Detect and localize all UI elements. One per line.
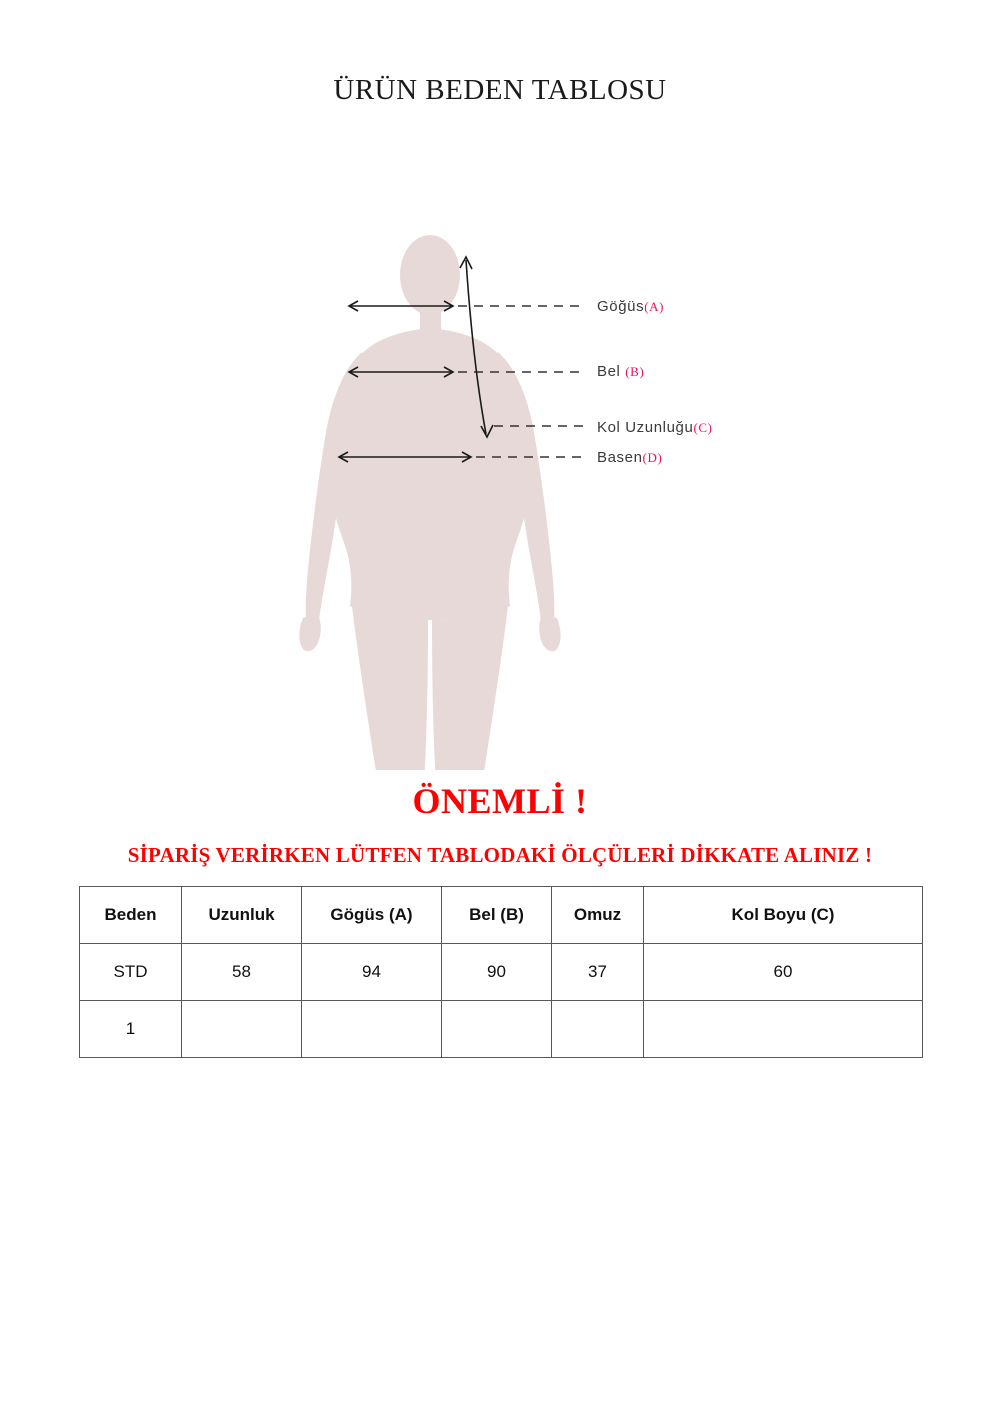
legend-code-hip: (D)	[642, 450, 663, 465]
legend-code-sleeve: (C)	[693, 420, 713, 435]
table-cell-gogus	[302, 1001, 442, 1058]
legend-item-hip	[597, 449, 662, 466]
table-cell-bel: 90	[442, 944, 552, 1001]
table-header-omuz: Omuz	[552, 887, 644, 944]
body-measurement-figure	[0, 120, 1000, 770]
body-silhouette-shape	[299, 235, 560, 770]
female-body-silhouette-diagram	[0, 120, 1000, 770]
table-header-beden: Beden	[80, 887, 182, 944]
legend-label-hip: Basen	[597, 449, 643, 466]
legend-code-chest: (A)	[644, 299, 665, 314]
legend-label-chest: Göğüs	[597, 298, 645, 315]
table-cell-uzunluk	[182, 1001, 302, 1058]
important-warning-text: SİPARİŞ VERİRKEN LÜTFEN TABLODAKİ ÖLÇÜLERİ DİKKATE ALINIZ !	[127, 843, 873, 867]
table-cell-omuz: 37	[552, 944, 644, 1001]
legend-item-sleeve	[597, 419, 713, 436]
table-header-kol-boyu: Kol Boyu (C)	[644, 887, 923, 944]
legend-item-waist	[597, 363, 644, 380]
legend-label-waist: Bel	[597, 363, 626, 380]
table-header-bel: Bel (B)	[442, 887, 552, 944]
table-cell-gogus: 94	[302, 944, 442, 1001]
table-cell-beden: STD	[80, 944, 182, 1001]
table-cell-kol-boyu: 60	[644, 944, 923, 1001]
table-row	[80, 944, 923, 1001]
table-cell-bel	[442, 1001, 552, 1058]
table-cell-omuz	[552, 1001, 644, 1058]
table-cell-beden: 1	[80, 1001, 182, 1058]
table-row	[80, 1001, 923, 1058]
table-header-uzunluk: Uzunluk	[182, 887, 302, 944]
table-cell-kol-boyu	[644, 1001, 923, 1058]
table-header-gogus: Gögüs (A)	[302, 887, 442, 944]
page-title: ÜRÜN BEDEN TABLOSU	[333, 74, 667, 106]
legend-item-chest	[597, 298, 664, 315]
important-warning-heading: ÖNEMLİ !	[412, 781, 588, 821]
table-header-row	[80, 887, 923, 944]
legend-label-sleeve: Kol Uzunluğu	[597, 419, 694, 436]
legend-code-waist: (B)	[625, 364, 645, 379]
size-table	[79, 886, 923, 1058]
table-cell-uzunluk: 58	[182, 944, 302, 1001]
